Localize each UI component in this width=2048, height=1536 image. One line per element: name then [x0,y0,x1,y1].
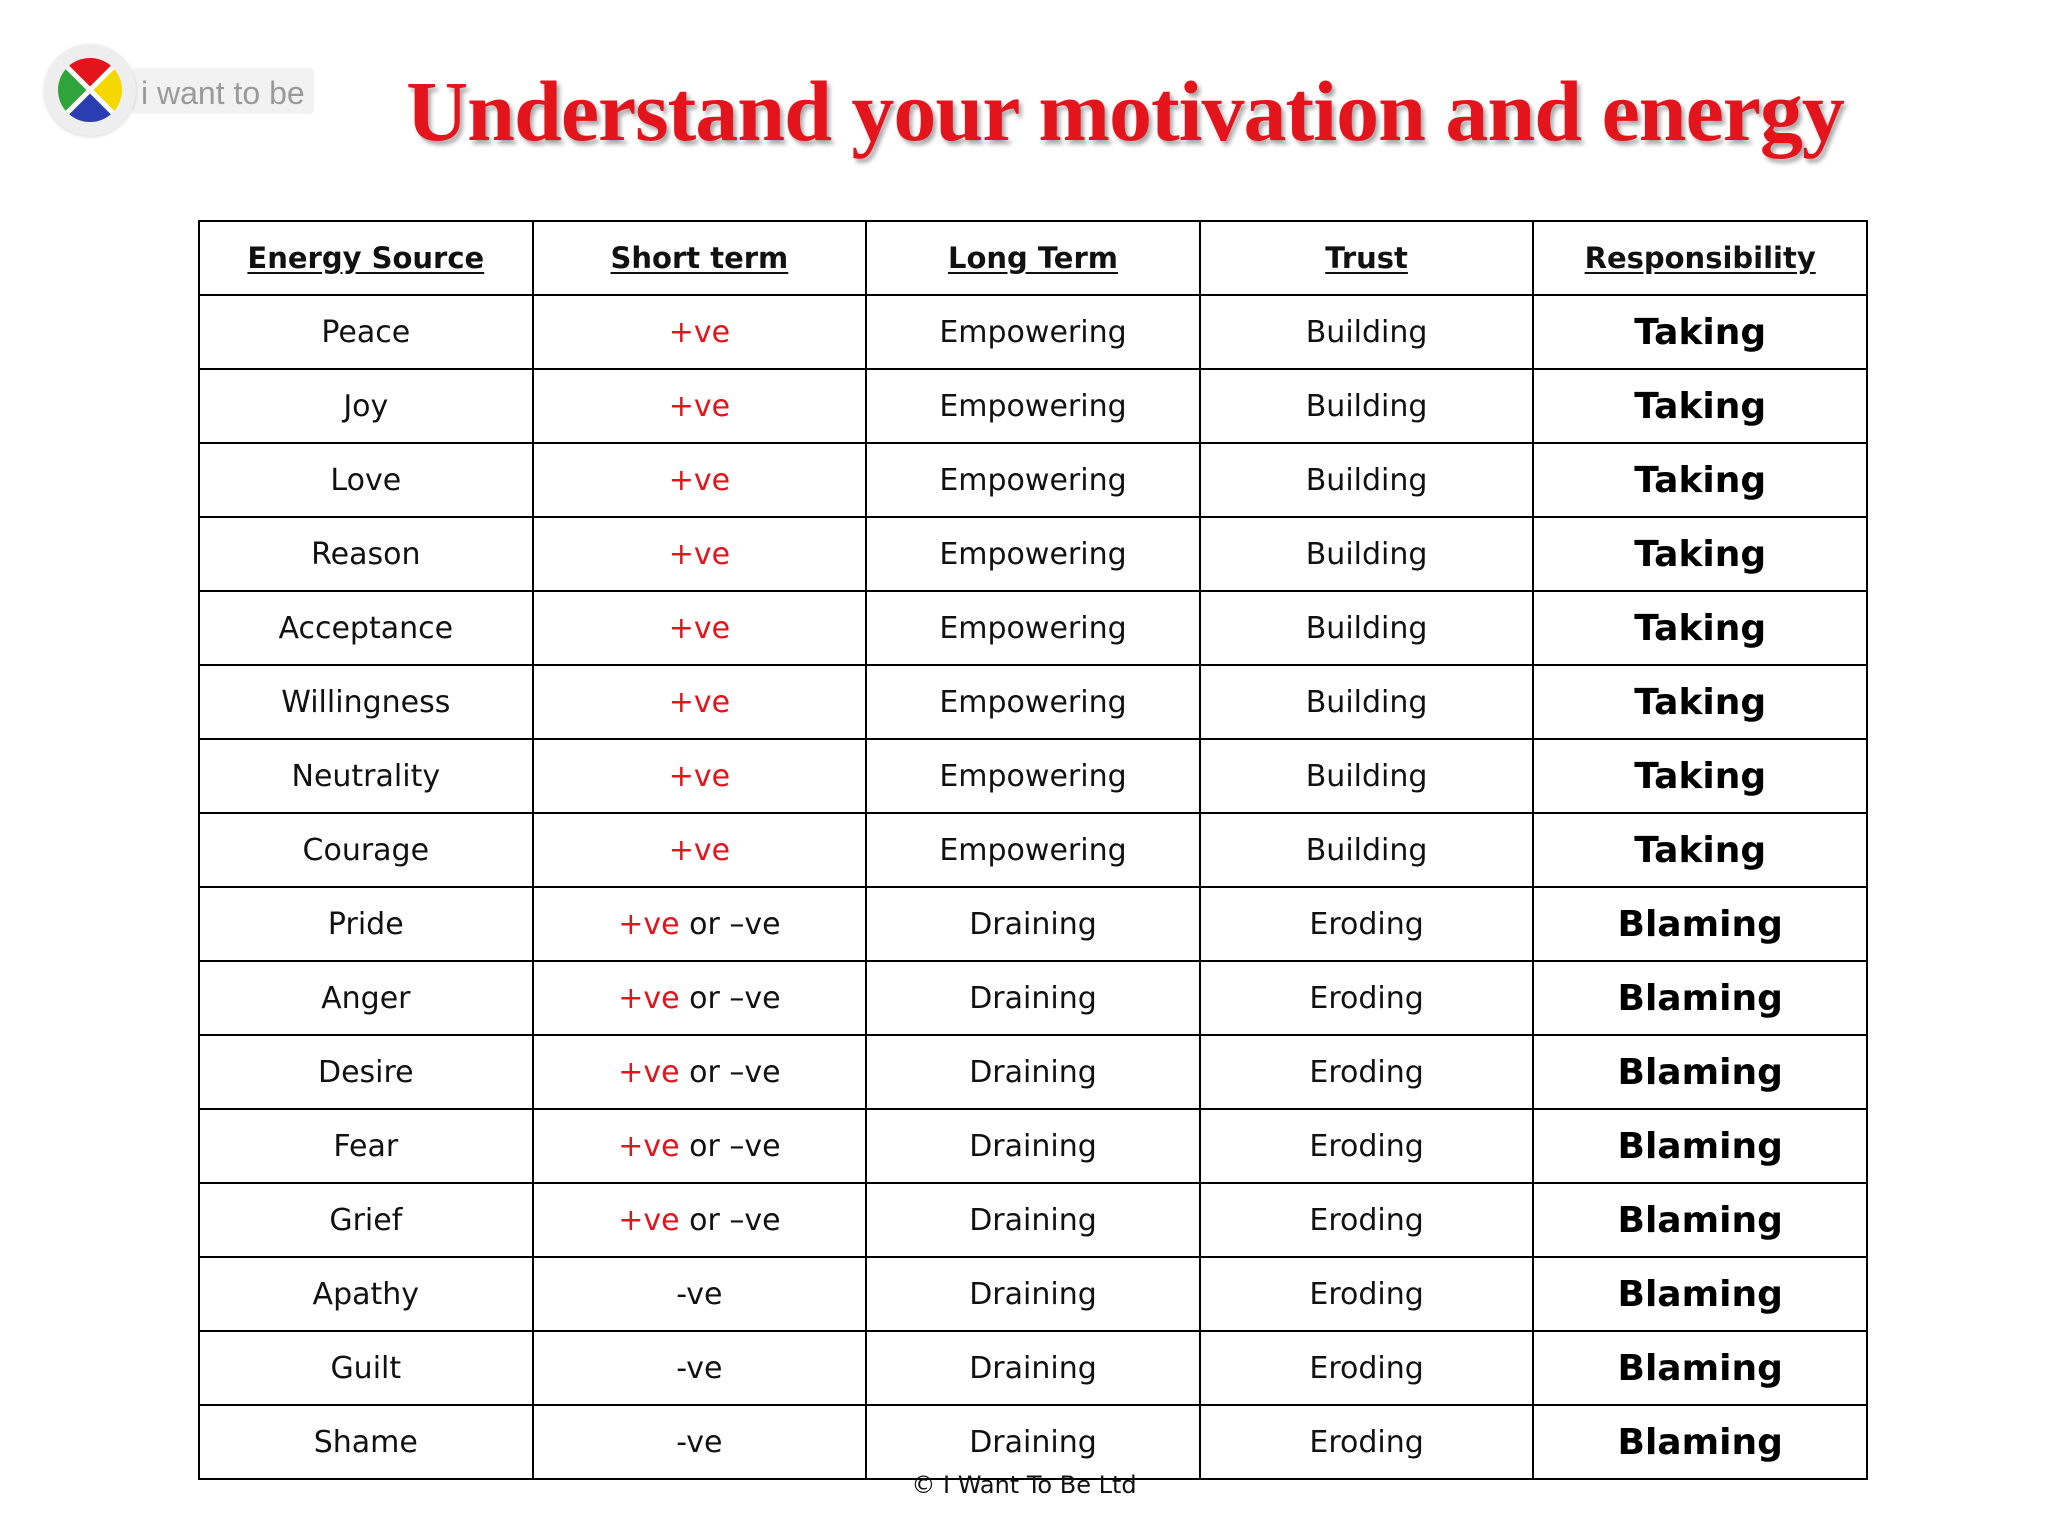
table-row [199,1109,1867,1183]
short-term-positive: +ve [668,536,731,572]
cell-energy-source: Neutrality [199,739,533,813]
short-term-negative: -ve [676,1424,723,1460]
cell-long-term: Empowering [866,665,1200,739]
cell-responsibility: Blaming [1533,887,1867,961]
cell-trust: Eroding [1200,1109,1534,1183]
table-row [199,665,1867,739]
cell-trust: Building [1200,665,1534,739]
short-term-positive: +ve [618,980,680,1016]
logo-badge [44,44,136,136]
short-term-positive: +ve [668,462,731,498]
cell-short-term [533,739,867,813]
cell-responsibility: Blaming [1533,1331,1867,1405]
cell-trust: Building [1200,295,1534,369]
cell-energy-source: Anger [199,961,533,1035]
cell-long-term: Empowering [866,443,1200,517]
cell-short-term [533,961,867,1035]
cell-energy-source: Grief [199,1183,533,1257]
table-row [199,295,1867,369]
cell-trust: Eroding [1200,1405,1534,1479]
short-term-positive: +ve [618,1128,680,1164]
table-row [199,517,1867,591]
cell-long-term: Draining [866,1109,1200,1183]
four-color-x-circle-icon [54,54,126,126]
cell-trust: Eroding [1200,1035,1534,1109]
cell-responsibility: Blaming [1533,961,1867,1035]
cell-trust: Building [1200,591,1534,665]
cell-long-term: Draining [866,961,1200,1035]
cell-energy-source: Peace [199,295,533,369]
header-trust: Trust [1200,221,1534,295]
cell-short-term [533,1183,867,1257]
cell-energy-source: Love [199,443,533,517]
cell-short-term [533,591,867,665]
cell-responsibility: Taking [1533,443,1867,517]
cell-short-term [533,517,867,591]
short-term-positive: +ve [668,832,731,868]
table-row [199,813,1867,887]
cell-trust: Building [1200,813,1534,887]
cell-trust: Eroding [1200,887,1534,961]
short-term-negative: -ve [676,1276,723,1312]
short-term-negative: –ve [729,980,781,1016]
short-term-negative: –ve [729,1128,781,1164]
cell-responsibility: Blaming [1533,1405,1867,1479]
table-row [199,1257,1867,1331]
cell-energy-source: Acceptance [199,591,533,665]
cell-trust: Eroding [1200,1331,1534,1405]
cell-long-term: Draining [866,1331,1200,1405]
cell-responsibility: Blaming [1533,1257,1867,1331]
short-term-positive: +ve [668,758,731,794]
cell-trust: Building [1200,443,1534,517]
cell-energy-source: Pride [199,887,533,961]
short-term-positive: +ve [668,388,731,424]
cell-trust: Building [1200,739,1534,813]
cell-responsibility: Blaming [1533,1035,1867,1109]
copyright-notice: © I Want To Be Ltd [911,1471,1137,1499]
table-row [199,887,1867,961]
short-term-positive: +ve [618,1202,680,1238]
cell-short-term [533,295,867,369]
cell-trust: Eroding [1200,961,1534,1035]
short-term-or: or [679,1202,730,1238]
cell-responsibility: Taking [1533,813,1867,887]
cell-responsibility: Blaming [1533,1109,1867,1183]
header-energy-source: Energy Source [199,221,533,295]
cell-responsibility: Blaming [1533,1183,1867,1257]
table-body [199,295,1867,1479]
cell-long-term: Empowering [866,813,1200,887]
cell-long-term: Empowering [866,295,1200,369]
short-term-positive: +ve [668,610,731,646]
cell-trust: Eroding [1200,1257,1534,1331]
cell-long-term: Empowering [866,517,1200,591]
cell-long-term: Empowering [866,369,1200,443]
table-row [199,1405,1867,1479]
table-row [199,443,1867,517]
short-term-negative: -ve [676,1350,723,1386]
short-term-or: or [679,906,730,942]
cell-long-term: Draining [866,887,1200,961]
short-term-or: or [679,1054,730,1090]
table-row [199,369,1867,443]
cell-energy-source: Apathy [199,1257,533,1331]
short-term-positive: +ve [668,314,731,350]
cell-energy-source: Courage [199,813,533,887]
header-short-term: Short term [533,221,867,295]
cell-short-term [533,813,867,887]
cell-responsibility: Taking [1533,665,1867,739]
header-long-term: Long Term [866,221,1200,295]
cell-short-term [533,443,867,517]
page-title: Understand your motivation and energy [406,63,1844,159]
cell-long-term: Draining [866,1035,1200,1109]
cell-long-term: Draining [866,1405,1200,1479]
cell-short-term [533,1257,867,1331]
cell-long-term: Empowering [866,591,1200,665]
cell-trust: Building [1200,369,1534,443]
energy-table [198,220,1868,1480]
short-term-or: or [679,980,730,1016]
logo-text: i want to be [141,75,305,111]
table-row [199,961,1867,1035]
table-row [199,1331,1867,1405]
short-term-positive: +ve [668,684,731,720]
table-header-row [199,221,1867,295]
cell-responsibility: Taking [1533,591,1867,665]
table-row [199,1035,1867,1109]
cell-responsibility: Taking [1533,517,1867,591]
cell-long-term: Empowering [866,739,1200,813]
cell-short-term [533,1331,867,1405]
cell-short-term [533,369,867,443]
cell-short-term [533,665,867,739]
cell-trust: Eroding [1200,1183,1534,1257]
cell-responsibility: Taking [1533,295,1867,369]
short-term-positive: +ve [618,1054,680,1090]
short-term-negative: –ve [729,906,781,942]
cell-energy-source: Willingness [199,665,533,739]
cell-short-term [533,887,867,961]
cell-responsibility: Taking [1533,739,1867,813]
table-row [199,1183,1867,1257]
table-row [199,591,1867,665]
short-term-negative: –ve [729,1054,781,1090]
short-term-negative: –ve [729,1202,781,1238]
cell-energy-source: Joy [199,369,533,443]
short-term-positive: +ve [618,906,680,942]
cell-short-term [533,1109,867,1183]
cell-short-term [533,1035,867,1109]
cell-energy-source: Guilt [199,1331,533,1405]
cell-long-term: Draining [866,1183,1200,1257]
cell-long-term: Draining [866,1257,1200,1331]
table-row [199,739,1867,813]
cell-short-term [533,1405,867,1479]
short-term-or: or [679,1128,730,1164]
header-responsibility: Responsibility [1533,221,1867,295]
cell-trust: Building [1200,517,1534,591]
cell-energy-source: Shame [199,1405,533,1479]
cell-energy-source: Fear [199,1109,533,1183]
cell-responsibility: Taking [1533,369,1867,443]
cell-energy-source: Reason [199,517,533,591]
cell-energy-source: Desire [199,1035,533,1109]
